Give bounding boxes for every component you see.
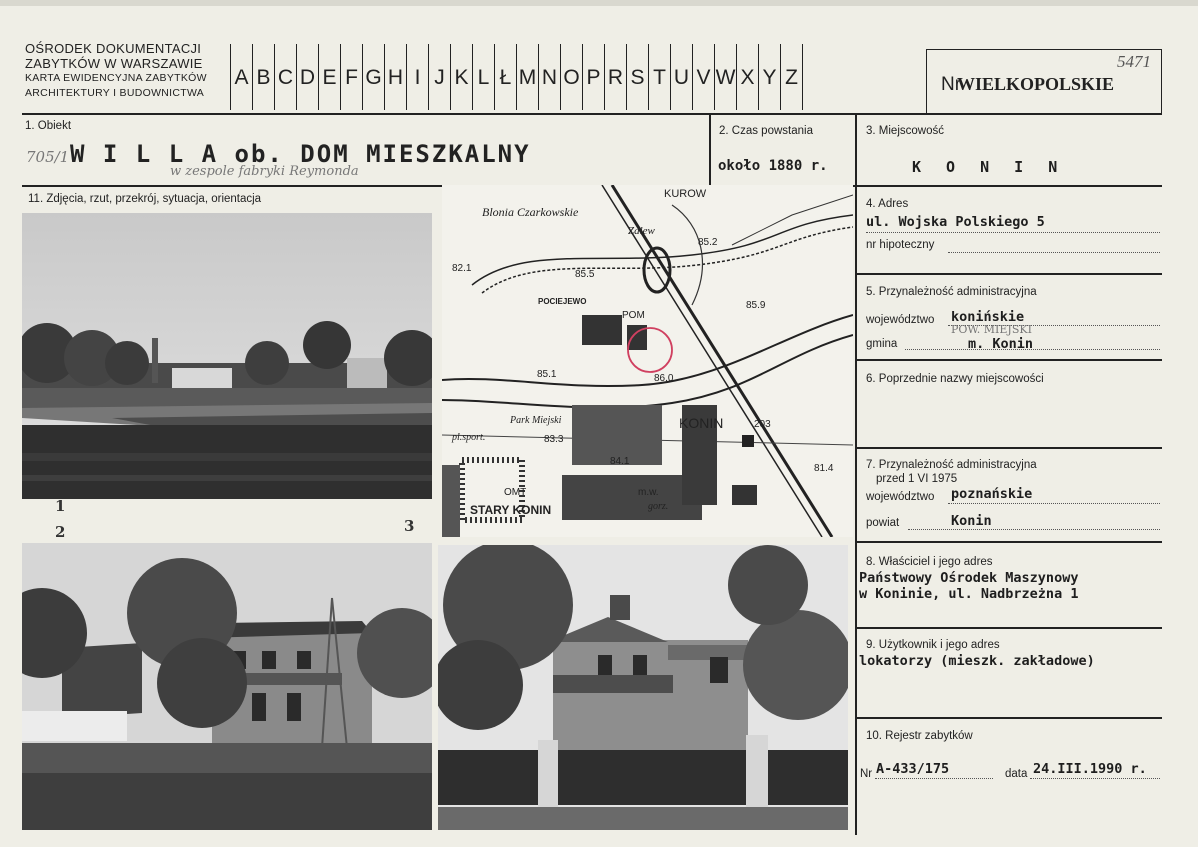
map-label-h203: 203 [754,419,771,430]
map-label-h851: 85.1 [537,369,557,380]
divider [855,447,1162,449]
poprzednie-label: 6. Poprzednie nazwy miejscowości [866,373,1044,385]
dotted-line [1030,778,1160,779]
alphabet-letter: B [253,44,275,110]
czas-label: 2. Czas powstania [719,125,813,137]
map-label-h821: 82.1 [452,263,472,274]
photo-2 [22,543,432,830]
alphabet-letter: K [451,44,473,110]
alphabet-letter: R [605,44,627,110]
alphabet-letter: X [737,44,759,110]
divider [22,113,1162,115]
alphabet-letter: I [407,44,429,110]
dotted-line [875,778,993,779]
divider [855,113,857,835]
alphabet-letter: T [649,44,671,110]
divider [855,541,1162,543]
gmina-value: m. Konin [968,336,1034,352]
rejestr-label: 10. Rejestr zabytków [866,730,973,742]
czas-value: około 1880 r. [718,158,828,174]
map-label-stary-konin: STARY KONIN [470,503,552,517]
przynaleznosc-label: 5. Przynależność administracyjna [866,286,1037,298]
alphabet-letter: N [539,44,561,110]
divider [855,273,1162,275]
index-number: 5471 [1117,52,1151,71]
data-label: data [1005,768,1028,780]
location-map [442,185,853,537]
alphabet-letter: Z [781,44,803,110]
alphabet-index [230,44,803,110]
divider [855,627,1162,629]
powiat-label: powiat [866,517,900,529]
map-label-h859: 85.9 [746,300,766,311]
index-region: WIELKOPOLSKIE [957,74,1115,94]
map-label-h833: 83.3 [544,434,564,445]
hipoteczny-label: nr hipoteczny [866,239,935,251]
wojewodztwo2-label: województwo [866,491,935,503]
adres-label: 4. Adres [866,198,909,210]
header-line-4: ARCHITEKTURY I BUDOWNICTWA [25,87,205,99]
dotted-line [908,529,1160,530]
map-label-blonia: Blonia Czarkowskie [482,205,579,219]
alphabet-letter: F [341,44,363,110]
adres-value: ul. Wojska Polskiego 5 [866,214,1045,230]
alphabet-letter: V [693,44,715,110]
map-label-pom: POM [622,310,645,321]
wojewodztwo-value: konińskie [951,309,1025,325]
divider [855,359,1162,361]
przynaleznosc2-sub: przed 1 VI 1975 [876,473,958,485]
gmina-note: POW. MIEJSKI [951,323,1032,336]
photo-number-2: 2 [55,523,66,541]
map-label-plsport: pl.sport. [452,432,486,443]
map-label-park: Park Miejski [510,415,562,426]
alphabet-letter: Ł [495,44,517,110]
map-label-pociejewo: POCIEJEWO [538,297,587,306]
header-line-1: OŚRODEK DOKUMENTACJI [25,41,202,56]
map-label-gorz: gorz. [648,501,669,512]
alphabet-letter: J [429,44,451,110]
wojewodztwo-label: województwo [866,314,935,326]
alphabet-letter: Y [759,44,781,110]
alphabet-letter: O [561,44,583,110]
header-line-2: ZABYTKÓW W WARSZAWIE [25,56,203,71]
map-label-kurow: KUROW [664,188,707,200]
index-n-label: Nr [941,74,962,95]
uzytkownik-label: 9. Użytkownik i jego adres [866,639,1000,651]
wojewodztwo2-value: poznańskie [951,486,1033,502]
alphabet-letter: D [297,44,319,110]
alphabet-letter: H [385,44,407,110]
nr-value: A-433/175 [876,761,950,777]
wlasciciel-value-1: Państwowy Ośrodek Maszynowy [859,570,1079,586]
map-label-konin: KONIN [679,415,724,431]
alphabet-letter: S [627,44,649,110]
divider [709,113,711,185]
map-label-zalew: Zalew [628,225,655,237]
data-value: 24.III.1990 r. [1033,761,1147,777]
photo-number-1: 1 [55,497,66,515]
card-edge [0,0,1198,6]
alphabet-letter: A [231,44,253,110]
alphabet-letter: C [275,44,297,110]
dotted-line [948,252,1160,253]
map-label-h855: 85.5 [575,269,595,280]
institution-header [25,41,207,101]
dotted-line [905,349,1160,350]
uzytkownik-value: lokatorzy (mieszk. zakładowe) [859,653,1095,669]
miejscowosc-label: 3. Miejscowość [866,125,944,137]
wlasciciel-value-2: w Koninie, ul. Nadbrzeżna 1 [859,586,1079,602]
przynaleznosc2-label: 7. Przynależność administracyjna [866,459,1037,471]
divider [855,717,1162,719]
alphabet-letter: P [583,44,605,110]
miejscowosc-value: K O N I N [912,158,1066,176]
map-label-h860: 86.0 [654,373,674,384]
map-label-h841: 84.1 [610,456,630,467]
map-label-mw: m.w. [638,487,659,498]
alphabet-letter: E [319,44,341,110]
map-label-omt: OMT [504,487,527,498]
obiekt-note: w zespole fabryki Reymonda [170,164,359,179]
zdjecia-label: 11. Zdjęcia, rzut, przekrój, sytuacja, orientacja [28,193,262,205]
header-line-3: KARTA EWIDENCYJNA ZABYTKÓW [25,72,207,84]
nr-label: Nr [860,768,873,780]
map-label-h814: 81.4 [814,463,834,474]
obiekt-label: 1. Obiekt [25,120,72,132]
photo-3 [438,545,848,830]
dotted-line [948,503,1160,504]
index-box [926,49,1162,115]
alphabet-letter: G [363,44,385,110]
photo-number-3: 3 [404,517,415,535]
alphabet-letter: U [671,44,693,110]
photo-1 [22,213,432,499]
obiekt-value: W I L L A ob. DOM MIESZKALNY [70,140,531,168]
map-label-h852: 85.2 [698,237,718,248]
alphabet-letter: W [715,44,737,110]
alphabet-letter: L [473,44,495,110]
gmina-label: gmina [866,338,898,350]
dotted-line [866,232,1160,233]
powiat-value: Konin [951,513,992,529]
obiekt-code: 705/1 [26,148,70,166]
wlasciciel-label: 8. Właściciel i jego adres [866,556,993,568]
alphabet-letter: M [517,44,539,110]
